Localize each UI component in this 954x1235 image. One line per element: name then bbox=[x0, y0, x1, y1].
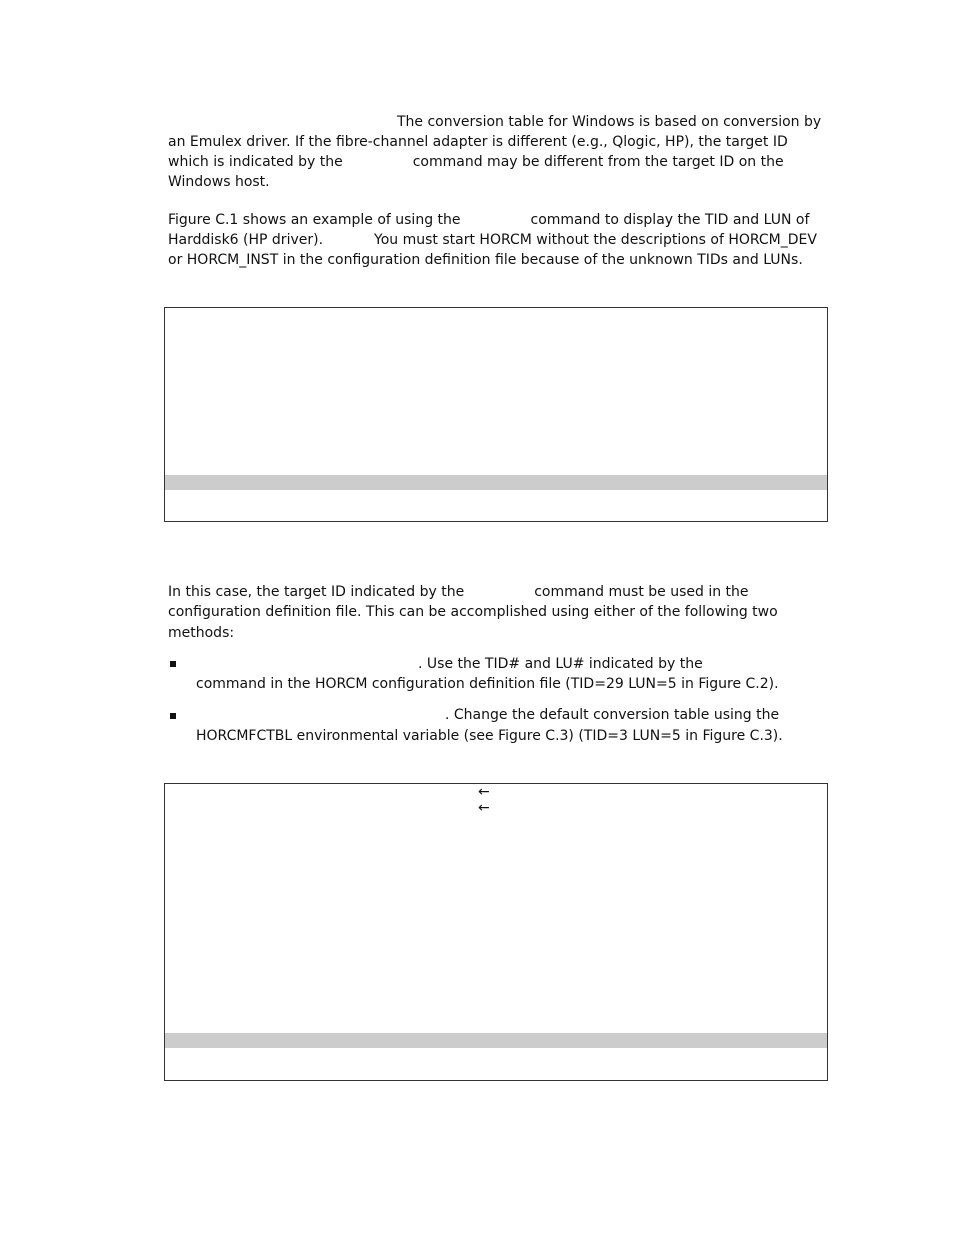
figure-c1-caption-bar bbox=[165, 475, 827, 490]
arrow-left-icon: ← bbox=[478, 784, 490, 800]
method-1-line-1-text: . Use the TID# and LU# indicated by the bbox=[418, 656, 703, 672]
intro-line-3a-text: which is indicated by the bbox=[168, 154, 343, 170]
arrow-left-icon: ← bbox=[478, 800, 490, 816]
intro-line-3b-text: command may be different from the target ID on the bbox=[412, 154, 784, 170]
figure-ref-line-1b-text: command to display the TID and LUN of bbox=[530, 212, 810, 228]
method-2-bullet-icon bbox=[170, 713, 176, 719]
intro-line-2 bbox=[168, 132, 788, 152]
method-2-line-1-text: . Change the default conversion table using the bbox=[445, 707, 780, 723]
figure-ref-line-2a-text: Harddisk6 (HP driver). bbox=[168, 232, 324, 248]
intro-line-4 bbox=[168, 172, 270, 192]
case-line-3-text: methods: bbox=[168, 625, 235, 641]
figure-ref-line-1a-text: Figure C.1 shows an example of using the bbox=[168, 212, 461, 228]
intro-line-1-text: The conversion table for Windows is based on conversion by bbox=[397, 114, 822, 130]
case-line-1a-text: In this case, the target ID indicated by the bbox=[168, 584, 465, 600]
method-1-line-2 bbox=[196, 674, 779, 694]
case-line-1b-text: command must be used in the bbox=[534, 584, 749, 600]
figure-ref-line-2 bbox=[168, 230, 817, 250]
method-2-line-2 bbox=[196, 726, 783, 746]
method-2-line-1 bbox=[445, 705, 779, 725]
figure-ref-line-3 bbox=[168, 250, 803, 270]
intro-line-1 bbox=[397, 112, 821, 132]
case-line-2 bbox=[168, 602, 778, 622]
figure-c2-caption-bar bbox=[165, 1033, 827, 1048]
intro-line-2-text: an Emulex driver. If the fibre-channel adapter is different (e.g., Qlogic, HP), the target ID bbox=[168, 134, 788, 150]
case-line-3 bbox=[168, 623, 234, 643]
figure-ref-line-2b-text: You must start HORCM without the descriptions of HORCM_DEV bbox=[374, 232, 817, 248]
method-2-line-2-text: HORCMFCTBL environmental variable (see Figure C.3) (TID=3 LUN=5 in Figure C.3). bbox=[196, 728, 783, 744]
method-1-bullet-icon bbox=[170, 661, 176, 667]
intro-line-4-text: Windows host. bbox=[168, 174, 270, 190]
method-1-line-1 bbox=[418, 654, 703, 674]
figure-ref-line-3-text: or HORCM_INST in the configuration definition file because of the unknown TIDs and LUNs. bbox=[168, 252, 803, 268]
intro-line-3 bbox=[168, 152, 784, 172]
case-line-2-text: configuration definition file. This can be accomplished using either of the following two bbox=[168, 604, 778, 620]
figure-ref-line-1 bbox=[168, 210, 809, 230]
figure-c1-box bbox=[164, 307, 828, 522]
method-1-line-2-text: command in the HORCM configuration definition file (TID=29 LUN=5 in Figure C.2). bbox=[196, 676, 779, 692]
figure-c2-box bbox=[164, 783, 828, 1081]
case-line-1 bbox=[168, 582, 749, 602]
